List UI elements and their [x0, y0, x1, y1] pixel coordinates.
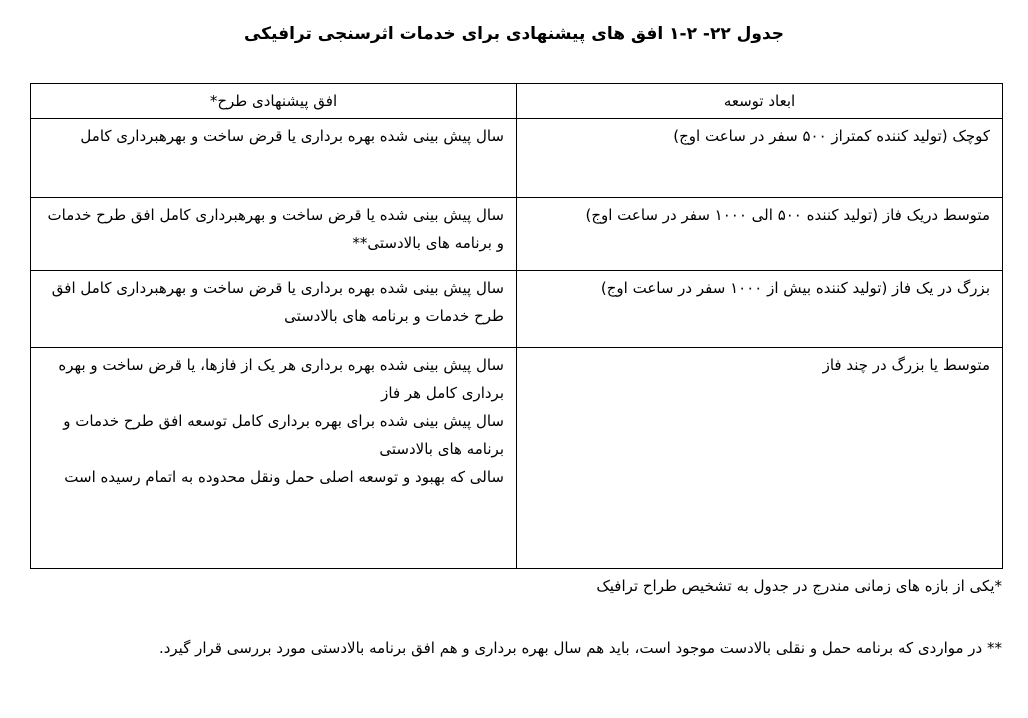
horizon-text: سال پیش بینی شده یا قرض ساخت و بهرهبرداری کامل افق طرح خدمات و برنامه های بالادستی**: [47, 206, 504, 252]
table-row: [31, 198, 1003, 271]
table-header-row: [31, 84, 1003, 119]
cell-horizon-medium-single: [31, 198, 517, 271]
cell-size-large-single: بزرگ در یک فاز (تولید کننده بیش از ۱۰۰۰ سفر در ساعت اوج): [517, 271, 1003, 348]
header-proposed-horizon: افق پیشنهادی طرح*: [31, 84, 517, 119]
cell-size-multi-phase: متوسط یا بزرگ در چند فاز: [517, 348, 1003, 569]
cell-horizon-small: [31, 119, 517, 198]
table-row: [31, 348, 1003, 569]
table-row: [31, 119, 1003, 198]
table-row: [31, 271, 1003, 348]
horizon-text: سالی که بهبود و توسعه اصلی حمل ونقل محدوده به اتمام رسیده است: [64, 468, 504, 486]
table-title: جدول ۲۲- ۲-۱ افق های پیشنهادی برای خدمات اثرسنجی ترافیکی: [243, 24, 785, 44]
header-development-size: ابعاد توسعه: [517, 84, 1003, 119]
footnote-double-star: ** در مواردی که برنامه حمل و نقلی بالادست موجود است، باید هم سال بهره برداری و هم افق برنامه بالادستی مورد بررسی قرار گیرد.: [158, 639, 1002, 657]
footnote-single-star: *یکی از بازه های زمانی مندرج در جدول به تشخیص طراح ترافیک: [596, 577, 1002, 595]
cell-size-medium-single: متوسط دریک فاز (تولید کننده ۵۰۰ الی ۱۰۰۰ سفر در ساعت اوج): [517, 198, 1003, 271]
cell-horizon-multi-phase: [31, 348, 517, 569]
horizon-text: سال پیش بینی شده بهره برداری یا قرض ساخت و بهرهبرداری کامل افق طرح خدمات و برنامه های بالادستی: [51, 279, 504, 325]
horizon-text: سال پیش بینی شده برای بهره برداری کامل توسعه افق طرح خدمات و برنامه های بالادستی: [63, 412, 504, 458]
horizon-text: سال پیش بینی شده بهره برداری هر یک از فازها، یا قرض ساخت و بهره برداری کامل هر فاز: [58, 356, 504, 402]
cell-size-small: کوچک (تولید کننده کمتراز ۵۰۰ سفر در ساعت اوج): [517, 119, 1003, 198]
cell-horizon-large-single: [31, 271, 517, 348]
planning-horizon-table: [30, 83, 1003, 569]
horizon-text: سال پیش بینی شده بهره برداری یا قرض ساخت و بهرهبرداری کامل: [80, 127, 504, 145]
